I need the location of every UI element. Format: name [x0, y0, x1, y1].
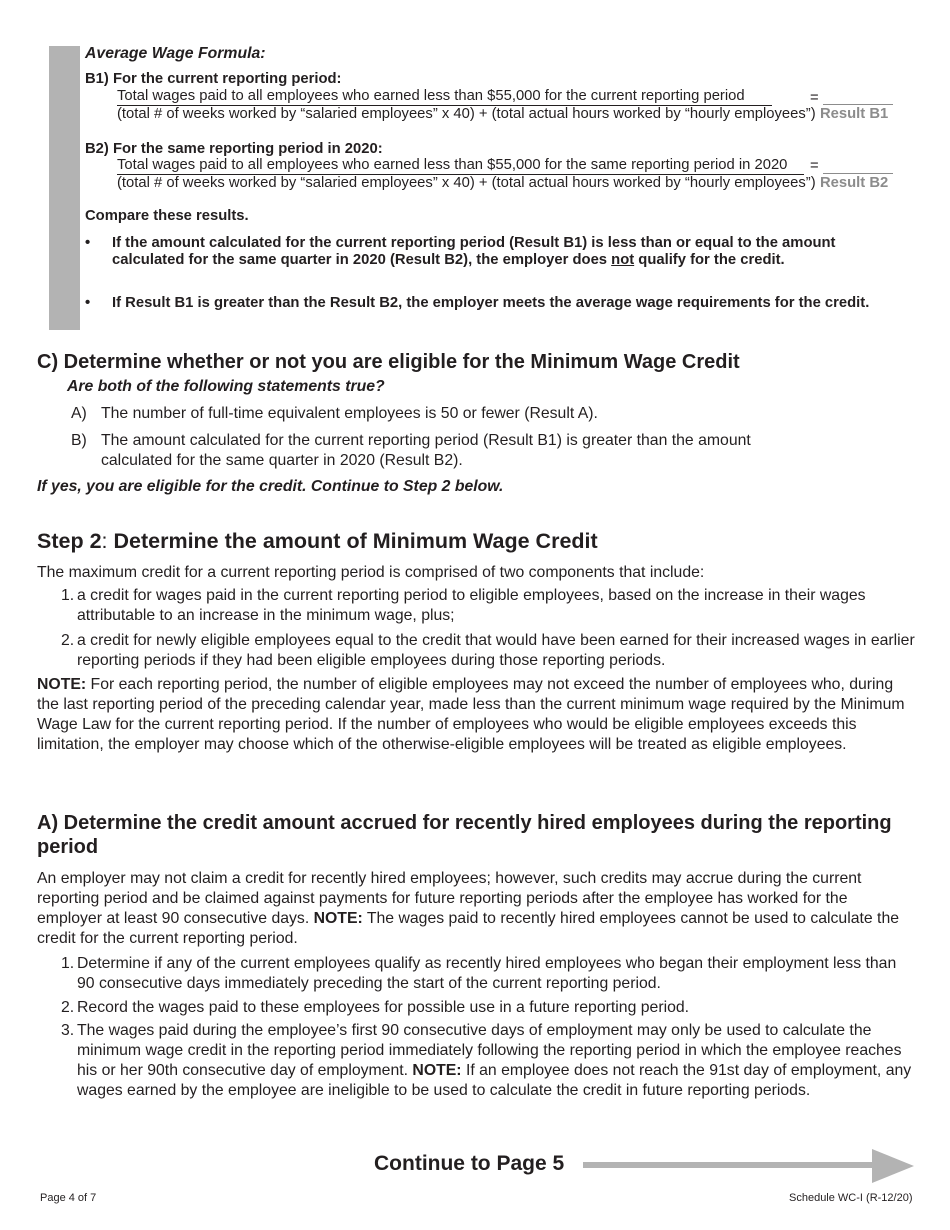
section-c-question: Are both of the following statements true? — [67, 378, 385, 395]
b1-heading: B1) For the current reporting period: — [85, 71, 342, 87]
b2-answer-line — [823, 173, 893, 174]
result-b2-label: Result B2 — [820, 175, 889, 191]
b2-heading: B2) For the same reporting period in 2020: — [85, 141, 383, 157]
section-a-item3-num: 3. — [61, 1022, 75, 1039]
section-c-heading: C) Determine whether or not you are eligible for the Minimum Wage Credit — [37, 351, 740, 373]
page-number: Page 4 of 7 — [40, 1192, 97, 1204]
continue-arrow-shaft — [583, 1162, 883, 1168]
section-a-item1: Determine if any of the current employees qualify as recently hired employees who began their employment less than 90 consecutive days immediately preceding the start of the current reporting period. — [77, 955, 897, 992]
bullet-2: If Result B1 is greater than the Result B2, the employer meets the average wage requirements for the credit. — [112, 295, 870, 311]
section-a-item2-num: 2. — [61, 999, 75, 1016]
section-a-item3: The wages paid during the employee’s first 90 consecutive days of employment may only be used to calculate the minimum wage credit in the reporting period immediately following the reporting period in which the employee reaches his or her 90th consecutive day of employment. NOTE: If an employee does not reach the 91st day of employment, any wages earned by the employee are ineligible to be used to calculate the credit in future reporting periods. — [77, 1022, 912, 1099]
if-yes-note: If yes, you are eligible for the credit. Continue to Step 2 below. — [37, 478, 504, 495]
step2-item1-num: 1. — [61, 587, 75, 604]
arrow-right-icon — [872, 1149, 914, 1183]
section-a-item1-num: 1. — [61, 955, 75, 972]
bullet-1: If the amount calculated for the current reporting period (Result B1) is less than or equal to the amount calculated for the same quarter in 2020 (Result B2), the employer does not qualify for the credit. — [112, 235, 836, 268]
step2-heading: Step 2: Determine the amount of Minimum Wage Credit — [37, 529, 598, 553]
b1-answer-line — [823, 104, 893, 105]
step2-intro: The maximum credit for a current reporting period is comprised of two components that include: — [37, 564, 705, 581]
bullet-2-marker: • — [85, 295, 91, 311]
continue-to-page: Continue to Page 5 — [374, 1152, 565, 1175]
b2-numerator: Total wages paid to all employees who earned less than $55,000 for the same reporting period in 2020 — [117, 157, 804, 175]
section-a-item2: Record the wages paid to these employees for possible use in a future reporting period. — [77, 999, 690, 1016]
b1-numerator: Total wages paid to all employees who earned less than $55,000 for the current reporting period — [117, 88, 772, 106]
statement-b-label: B) — [71, 432, 87, 449]
section-a-paragraph: An employer may not claim a credit for recently hired employees; however, such credits may accrue during the current reporting period and be claimed against payments for future reporting periods after the employee has worked for the employer at least 90 consecutive days. NOTE: The wages paid to recently hired employees cannot be used to calculate the credit for the current reporting period. — [37, 870, 900, 947]
avg-formula-heading: Average Wage Formula: — [85, 45, 266, 62]
b2-denominator: (total # of weeks worked by “salaried employees” x 40) + (total actual hours worked by “hourly employees”) — [117, 175, 816, 191]
section-a-heading: A) Determine the credit amount accrued for recently hired employees during the reporting period — [37, 812, 892, 858]
statement-a: The number of full-time equivalent employees is 50 or fewer (Result A). — [101, 405, 598, 422]
b2-equals: = — [810, 158, 819, 174]
b1-denominator: (total # of weeks worked by “salaried employees” x 40) + (total actual hours worked by “hourly employees”) — [117, 106, 816, 122]
step2-item1: a credit for wages paid in the current reporting period to eligible employees, based on the increase in their wages attributable to an increase in the minimum wage, plus; — [77, 587, 866, 624]
step2-item2-num: 2. — [61, 632, 75, 649]
step2-item2: a credit for newly eligible employees equal to the credit that would have been earned for their increased wages in earlier reporting periods if they had been eligible employees during those reporting periods. — [77, 632, 915, 669]
statement-a-label: A) — [71, 405, 87, 422]
b1-equals: = — [810, 90, 819, 106]
bullet-1-marker: • — [85, 235, 91, 251]
step2-note: NOTE: For each reporting period, the number of eligible employees may not exceed the number of employees who, during the last reporting period of the preceding calendar year, made less than the current minimum wage required by the Minimum Wage Law for the current reporting period. If the number of employees who would be eligible employees exceeds this limitation, the employer may choose which of the otherwise-eligible employees will be treated as eligible employees. — [37, 676, 905, 753]
compare-results: Compare these results. — [85, 208, 249, 224]
result-b1-label: Result B1 — [820, 106, 889, 122]
sidebar-marker — [49, 46, 80, 330]
statement-b: The amount calculated for the current reporting period (Result B1) is greater than the amount calculated for the same quarter in 2020 (Result B2). — [101, 432, 751, 469]
form-id: Schedule WC-I (R-12/20) — [789, 1192, 913, 1204]
